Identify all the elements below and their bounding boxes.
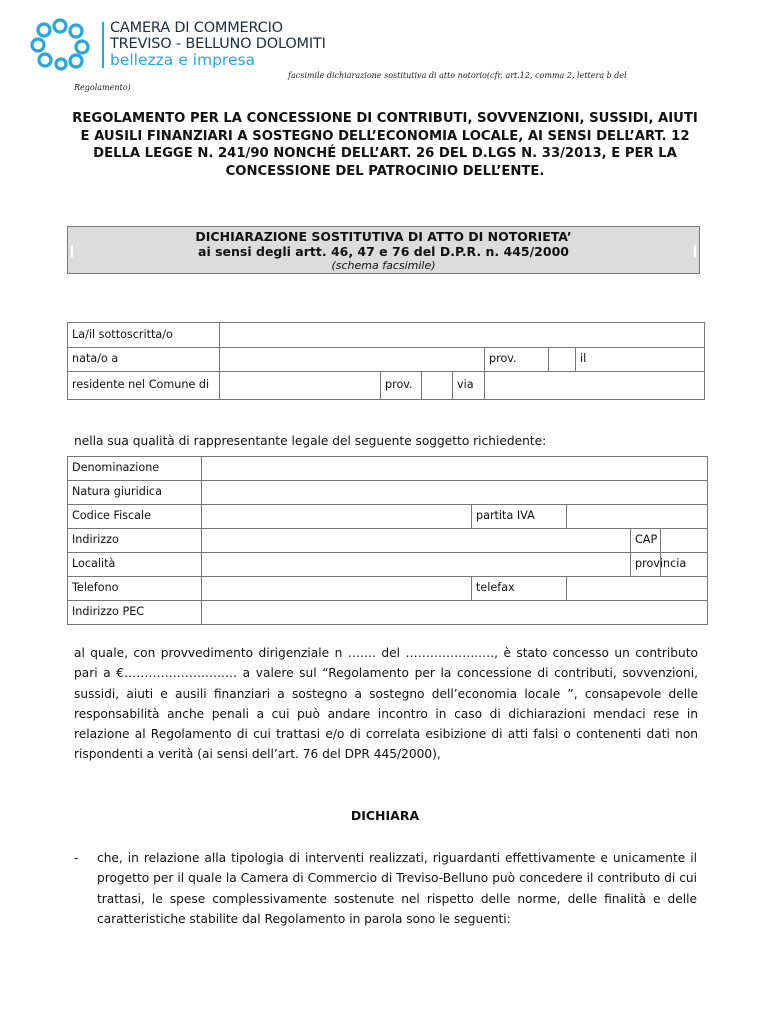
grant-paragraph: al quale, con provvedimento dirigenziale n ……. del ……….……..…., è stato concesso un contributo pari a €………….…….…..… a valere sul “Regolamento per la concessione di contributi, sovvenzioni, sussidi, aiuti e ausili finanziari a sostegno a sostegno dell’economia locale ”, consapevole delle responsabilità anche penali a cui può andare incontro in caso di dichiarazioni mendaci rese in relazione al Regolamento di cui trattasi e/o di correlata esibizione di atti falsi o contenenti dati non rispondenti a verità (ai sensi dell’art. 76 del DPR 445/2000),	[74, 646, 698, 762]
label-prov-residenza: prov.	[381, 372, 422, 400]
input-prov-residenza[interactable]	[422, 372, 453, 400]
input-comune[interactable]	[220, 372, 381, 400]
entity-table	[67, 456, 708, 625]
dichiara-heading: DICHIARA	[350, 808, 420, 823]
input-pec[interactable]	[202, 601, 708, 625]
document-title: REGOLAMENTO PER LA CONCESSIONE DI CONTRIBUTI, SOVVENZIONI, SUSSIDI, AIUTI E AUSILI FINANZIARI A SOSTEGNO DELL’ECONOMIA LOCALE, AI SENSI DELL’ART. 12 DELLA LEGGE N. 241/90 NONCHÉ DELL’ART. 26 DEL D.LGS N. 33/2013, E PER LA CONCESSIONE DEL PATROCINIO DELL’ENTE.	[72, 111, 698, 179]
declaration-heading: DICHIARAZIONE SOSTITUTIVA DI ATTO DI NOTORIETA’	[195, 229, 572, 244]
logo-tagline: bellezza e impresa	[110, 51, 256, 69]
label-natura-giuridica: Natura giuridica	[68, 481, 202, 505]
label-via: via	[453, 372, 485, 400]
input-telefax[interactable]	[567, 577, 708, 601]
box-edge-left	[71, 245, 73, 257]
logo-line-1: CAMERA DI COMMERCIO	[110, 20, 283, 36]
label-telefax: telefax	[472, 577, 567, 601]
logo-divider	[102, 22, 104, 68]
label-partita-iva: partita IVA	[472, 505, 567, 529]
input-partita-iva[interactable]	[567, 505, 708, 529]
declaration-box	[67, 226, 700, 274]
input-telefono[interactable]	[202, 577, 472, 601]
input-cap[interactable]	[661, 529, 708, 553]
label-localita: Località	[68, 553, 202, 577]
declaration-schema-note: (schema facsimile)	[331, 259, 436, 272]
input-via[interactable]	[485, 372, 705, 400]
input-sottoscritto[interactable]	[220, 323, 705, 348]
dots-logo-icon	[30, 18, 90, 70]
input-prov-nascita[interactable]	[549, 348, 576, 372]
logo-line-2: TREVISO - BELLUNO DOLOMITI	[110, 36, 326, 52]
label-sottoscritto: La/il sottoscritta/o	[68, 323, 220, 348]
label-indirizzo: Indirizzo	[68, 529, 202, 553]
input-natura-giuridica[interactable]	[202, 481, 708, 505]
input-indirizzo[interactable]	[202, 529, 631, 553]
label-telefono: Telefono	[68, 577, 202, 601]
entity-intro: nella sua qualità di rappresentante legale del seguente soggetto richiedente:	[74, 434, 547, 448]
label-pec: Indirizzo PEC	[68, 601, 202, 625]
bullet-dash: -	[74, 851, 79, 865]
chamber-logo	[30, 16, 370, 72]
box-edge-right	[694, 245, 696, 257]
signatory-table	[67, 322, 705, 400]
input-localita[interactable]	[202, 553, 631, 577]
label-codice-fiscale: Codice Fiscale	[68, 505, 202, 529]
label-residente: residente nel Comune di	[68, 372, 220, 400]
label-nato: nata/o a	[68, 348, 220, 372]
input-luogo-nascita[interactable]	[220, 348, 485, 372]
label-provincia: provincia	[631, 553, 661, 577]
header-note-line-2: Regolamento)	[74, 83, 131, 92]
label-denominazione: Denominazione	[68, 457, 202, 481]
label-il: il	[576, 348, 705, 372]
input-denominazione[interactable]	[202, 457, 708, 481]
declaration-legal-ref: ai sensi degli artt. 46, 47 e 76 del D.P.R. n. 445/2000	[198, 244, 569, 259]
header-note-line-1: facsimile dichiarazione sostitutiva di atto notorio(cfr. art.12, comma 2, lettera b del	[288, 71, 627, 80]
input-codice-fiscale[interactable]	[202, 505, 472, 529]
expenses-statement: che, in relazione alla tipologia di interventi realizzati, riguardanti effettivamente e unicamente il progetto per il quale la Camera di Commercio di Treviso-Belluno può concedere il contributo di cui trattasi, le spese complessivamente sostenute nel rispetto delle norme, delle finalità e delle caratteristiche stabilite dal Regolamento in parola sono le seguenti:	[97, 851, 697, 926]
label-cap: CAP	[631, 529, 661, 553]
label-prov: prov.	[485, 348, 549, 372]
